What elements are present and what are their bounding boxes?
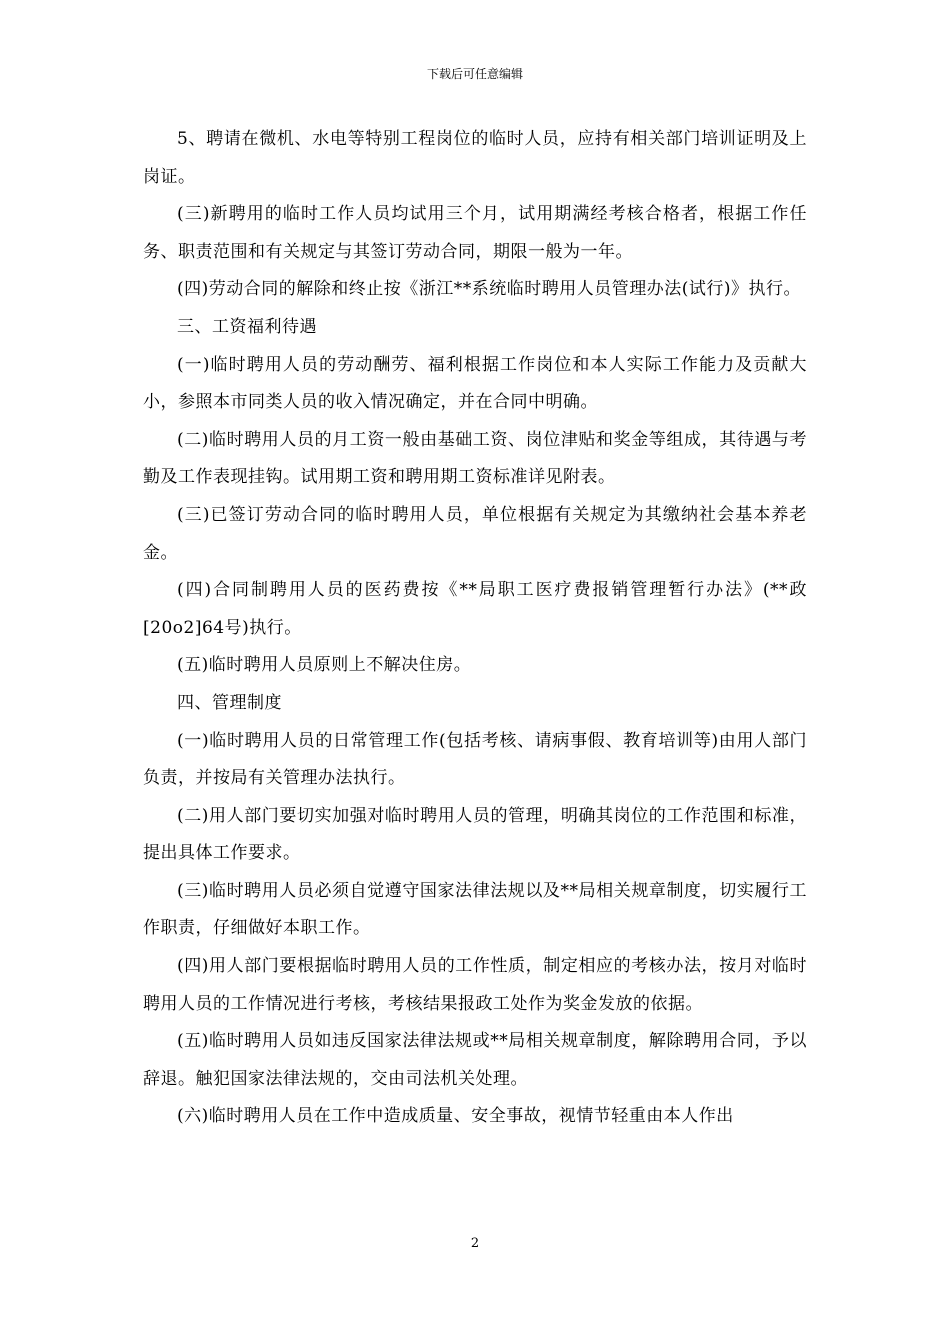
paragraph-medical: (四)合同制聘用人员的医药费按《**局职工医疗费报销管理暂行办法》(**政[20o2]64号)执行。 xyxy=(143,580,807,638)
paragraph-pension: (三)已签订劳动合同的临时聘用人员，单位根据有关规定为其缴纳社会基本养老金。 xyxy=(143,504,807,563)
paragraph-monthly-wage: (二)临时聘用人员的月工资一般由基础工资、岗位津贴和奖金等组成，其待遇与考勤及工作表现挂钩。试用期工资和聘用期工资标准详见附表。 xyxy=(143,429,807,488)
paragraph-department-duty: (二)用人部门要切实加强对临时聘用人员的管理，明确其岗位的工作范围和标准，提出具体工作要求。 xyxy=(143,805,807,864)
paragraph-dismissal: (五)临时聘用人员如违反国家法律法规或**局相关规章制度，解除聘用合同，予以辞退。触犯国家法律法规的，交由司法机关处理。 xyxy=(143,1031,807,1089)
paragraph-compliance: (三)临时聘用人员必须自觉遵守国家法律法规以及**局相关规章制度，切实履行工作职责，仔细做好本职工作。 xyxy=(143,880,807,939)
paragraph-assessment: (四)用人部门要根据临时聘用人员的工作性质，制定相应的考核办法，按月对临时聘用人员的工作情况进行考核，考核结果报政工处作为奖金发放的依据。 xyxy=(143,956,807,1014)
paragraph-contract-termination: (四)劳动合同的解除和终止按《浙江**系统临时聘用人员管理办法(试行)》执行。 xyxy=(177,279,802,300)
page-number: 2 xyxy=(470,1236,480,1251)
section-heading-wages: 三、工资福利待遇 xyxy=(177,316,317,337)
document-body xyxy=(143,121,807,1136)
paragraph-probation: (三)新聘用的临时工作人员均试用三个月，试用期满经考核合格者，根据工作任务、职责范围和有关规定与其签订劳动合同，期限一般为一年。 xyxy=(143,204,807,262)
paragraph-accidents: (六)临时聘用人员在工作中造成质量、安全事故，视情节轻重由本人作出 xyxy=(177,1106,734,1127)
paragraph-remuneration: (一)临时聘用人员的劳动酬劳、福利根据工作岗位和本人实际工作能力及贡献大小，参照本市同类人员的收入情况确定，并在合同中明确。 xyxy=(143,354,807,413)
section-heading-management: 四、管理制度 xyxy=(177,692,282,713)
page-header: 下载后可任意编辑 xyxy=(426,67,523,81)
paragraph-housing: (五)临时聘用人员原则上不解决住房。 xyxy=(177,655,472,676)
paragraph-item-5: 5、聘请在微机、水电等特别工程岗位的临时人员，应持有相关部门培训证明及上岗证。 xyxy=(143,129,807,187)
paragraph-daily-management: (一)临时聘用人员的日常管理工作(包括考核、请病事假、教育培训等)由用人部门负责，并按局有关管理办法执行。 xyxy=(143,730,807,789)
